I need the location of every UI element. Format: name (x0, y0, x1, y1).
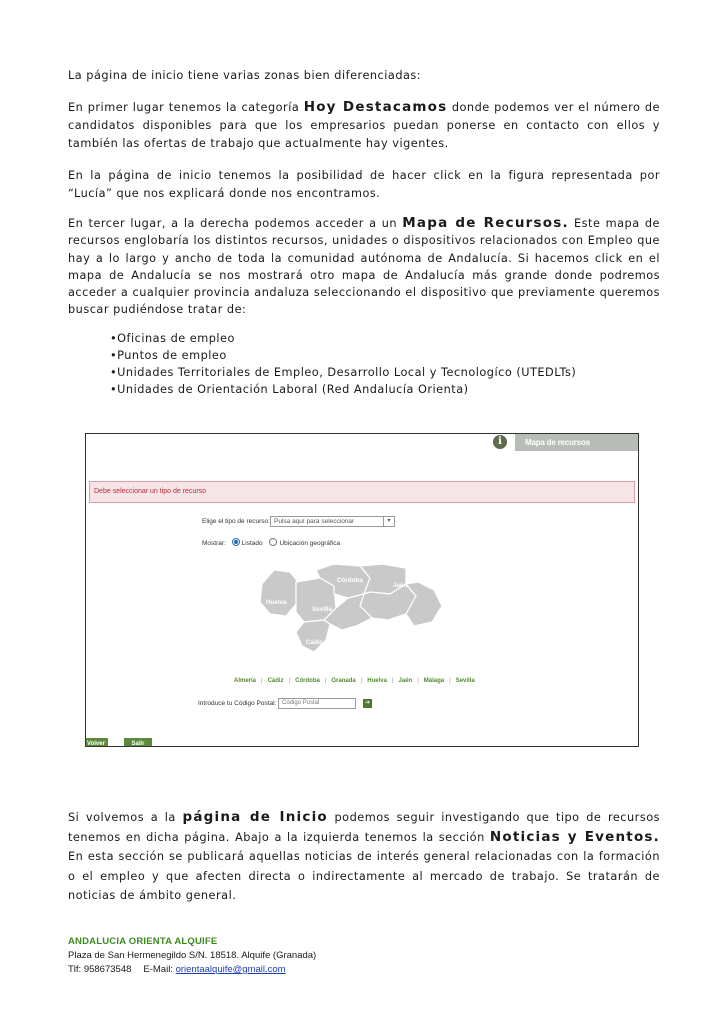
mostrar-label: Mostrar: (202, 540, 226, 547)
go-arrow-button[interactable]: ➔ (364, 700, 371, 706)
link-sevilla[interactable]: Sevilla (455, 678, 475, 684)
screenshot-header (493, 434, 638, 455)
province-huelva (260, 570, 298, 616)
info-icon[interactable]: i (493, 435, 507, 449)
select-value: Pulsa aquí para seleccionar (274, 518, 355, 525)
map-label-sevilla[interactable]: Sevilla (312, 606, 332, 613)
mapa-recursos-paragraph (68, 215, 660, 319)
hoy-destacamos-paragraph (68, 98, 660, 153)
link-huelva[interactable]: Huelva (367, 678, 387, 684)
error-message: Debe seleccionar un tipo de recurso (89, 481, 635, 503)
province-almeria (406, 582, 442, 626)
text-run: Este mapa de recursos englobaría los distintos recursos, unidades o dispositivos relacionados con Empleo que hay a lo largo y ancho de toda la comunidad autónoma de Andalucía. Si hacemos click en el mapa de Andalucía se nos mostrará otro mapa de Andalucía más grande donde podremos acceder a cualquier provincia andaluza seleccionando el dispositivo que previamente queremos buscar pudiéndose tratar de: (68, 217, 660, 317)
list-item: •Oficinas de empleo (110, 332, 235, 345)
footer (68, 935, 316, 977)
map-label-huelva[interactable]: Huelva (266, 599, 287, 606)
intro-paragraph: La página de inicio tiene varias zonas bien diferenciadas: (68, 69, 422, 82)
text-run: En esta sección se publicará aquellas noticias de interés general relacionadas con la formación o el empleo y que afecten directa o indirectamente al mercado de trabajo. Se tratarán de noticias de ámbito general. (68, 850, 660, 902)
link-almeria[interactable]: Almería (234, 678, 257, 684)
mapa-recursos-term: Mapa de Recursos. (402, 215, 569, 231)
mostrar-row (202, 538, 340, 547)
province-cadiz (296, 620, 330, 652)
noticias-paragraph (68, 808, 660, 906)
list-item: •Puntos de empleo (110, 349, 227, 362)
footer-email-link[interactable]: orientaalquife@gmail.com (175, 964, 286, 975)
hoy-destacamos-term: Hoy Destacamos (303, 99, 448, 115)
link-granada[interactable]: Granada (331, 678, 356, 684)
text-run: donde podemos ver el número de candidatos disponibles para que los empresarios puedan ponerse en contacto con ellos y también las ofertas de trabajo que actualmente hay vigentes. (68, 101, 660, 150)
province-links: Almería | Cádiz | Córdoba | Granada | Huelva | Jaén | Málaga | Sevilla (234, 678, 475, 684)
map-label-granada[interactable]: Granada (381, 618, 407, 625)
text-run: podemos seguir investigando que tipo de recursos tenemos en dicha página. Abajo a la izquierda tenemos la sección (68, 811, 660, 844)
radio-ubicacion[interactable] (269, 538, 277, 546)
footer-org: ANDALUCIA ORIENTA ALQUIFE (68, 936, 218, 947)
text-run: En tercer lugar, a la derecha podemos acceder a un (68, 217, 403, 230)
text-run: Si volvemos a la (68, 811, 183, 824)
andalucia-map[interactable] (256, 564, 476, 654)
map-label-cadiz[interactable]: Cádiz (306, 639, 323, 646)
pagina-inicio-term: página de Inicio (182, 809, 328, 825)
map-label-jaen[interactable]: Jaén (393, 582, 408, 589)
footer-email-label: E-Mail: (143, 964, 176, 975)
link-cordoba[interactable]: Córdoba (295, 678, 320, 684)
map-label-almeria[interactable]: Almería (428, 623, 452, 630)
link-jaen[interactable]: Jaén (398, 678, 413, 684)
radio-listado-label: Listado (241, 540, 263, 547)
noticias-eventos-term: Noticias y Eventos. (489, 828, 660, 845)
footer-address: Plaza de San Hermenegildo S/N. 18518. Alquife (Granada) (68, 950, 317, 961)
link-malaga[interactable]: Málaga (423, 678, 445, 684)
list-item: •Unidades Territoriales de Empleo, Desarrollo Local y Tecnologíco (UTEDLTs) (110, 366, 577, 379)
footer-phone: Tlf: 958673548 (68, 964, 132, 975)
salir-button[interactable]: Salir (124, 738, 152, 747)
footer-contact (68, 963, 316, 977)
codigo-postal-label: Introduce tu Código Postal: (198, 700, 277, 707)
codigo-postal-input[interactable]: Código Postal (278, 698, 356, 709)
tipo-recurso-select[interactable] (270, 516, 395, 527)
lucia-paragraph: En la página de inicio tenemos la posibilidad de hacer click en la figura representada por “Lucía” que nos explicará donde nos encontramos. (68, 169, 660, 200)
text-run: En primer lugar tenemos la categoría (68, 101, 304, 114)
map-label-cordoba[interactable]: Córdoba (337, 577, 363, 584)
mapa-recursos-tab[interactable]: Mapa de recursos (515, 434, 638, 451)
radio-listado[interactable] (232, 538, 240, 546)
link-cadiz[interactable]: Cádiz (267, 678, 284, 684)
volver-button[interactable]: Volver (85, 738, 108, 747)
resource-type-list (110, 330, 576, 398)
map-label-malaga[interactable]: Málaga (345, 633, 367, 640)
chevron-down-icon: ▾ (383, 517, 394, 526)
mapa-recursos-screenshot (85, 433, 639, 747)
list-item: •Unidades de Orientación Laboral (Red Andalucía Orienta) (110, 383, 469, 396)
tipo-recurso-label: Elige el tipo de recurso: (202, 518, 270, 525)
radio-ubicacion-label: Ubicación geográfica (279, 540, 341, 547)
